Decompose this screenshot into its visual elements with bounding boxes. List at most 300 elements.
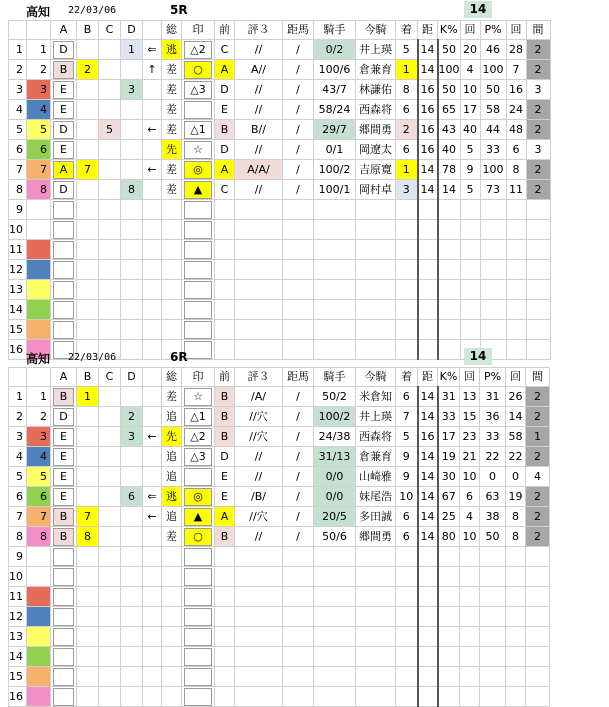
race-header (0, 347, 609, 367)
header-row (9, 368, 550, 387)
grade-c (99, 220, 121, 240)
prediction-mark-box: ☆ (184, 141, 212, 159)
grade-b: 2 (77, 60, 99, 80)
row-number: 11 (9, 587, 27, 607)
grade-d (121, 627, 143, 647)
running-style (162, 260, 182, 280)
k-percent: 65 (438, 100, 461, 120)
move-arrow: ⇐ (143, 487, 162, 507)
column-header (27, 21, 51, 40)
finish (396, 547, 418, 567)
k-percent: 31 (438, 387, 460, 407)
column-header (27, 368, 51, 387)
distance-horse (283, 240, 314, 260)
evaluation: // (235, 40, 283, 60)
grade-b (77, 427, 99, 447)
jockey-name (356, 320, 396, 340)
grade-a (51, 180, 77, 200)
grade-c (99, 467, 121, 487)
evaluation: // (235, 180, 283, 200)
k-percent (438, 647, 460, 667)
p-percent: 58 (480, 100, 506, 120)
p-percent (480, 547, 506, 567)
prediction-mark (182, 320, 215, 340)
move-arrow: ← (143, 507, 162, 527)
grade-b (77, 567, 99, 587)
previous-grade: E (215, 487, 235, 507)
count (460, 240, 480, 260)
post-position: 2 (27, 60, 51, 80)
count: 4 (460, 60, 480, 80)
count-2 (506, 687, 526, 707)
distance: 16 (418, 427, 438, 447)
finish (396, 687, 418, 707)
jockey-rate: 24/38 (314, 427, 356, 447)
column-header: K% (438, 21, 461, 40)
move-arrow (143, 180, 162, 200)
grade-c: 5 (99, 120, 121, 140)
running-style (162, 667, 182, 687)
grade-a (51, 200, 77, 220)
column-header: 距馬 (283, 368, 314, 387)
count-2: 19 (506, 487, 526, 507)
running-style (162, 567, 182, 587)
jockey-rate: 50/2 (314, 387, 356, 407)
grade-d (121, 60, 143, 80)
prediction-mark (182, 607, 215, 627)
prediction-mark-box (184, 201, 212, 219)
prediction-mark (182, 280, 215, 300)
table-row (9, 387, 550, 407)
race-block-6r (0, 347, 609, 703)
prediction-mark-box: △1 (184, 121, 212, 139)
post-position: 2 (27, 407, 51, 427)
grade-a-box: E (53, 81, 74, 99)
grade-c (99, 160, 121, 180)
count: 20 (460, 40, 480, 60)
grade-a-box (53, 548, 74, 566)
running-style (162, 547, 182, 567)
post-position: 1 (27, 40, 51, 60)
count: 13 (460, 387, 480, 407)
distance (418, 200, 438, 220)
distance: 14 (418, 60, 438, 80)
interval (526, 647, 550, 667)
finish (396, 627, 418, 647)
count-2: 11 (506, 180, 526, 200)
jockey-name (356, 567, 396, 587)
distance (418, 607, 438, 627)
count-2 (506, 300, 526, 320)
interval: 4 (526, 467, 550, 487)
p-percent: 44 (480, 120, 506, 140)
count-2 (506, 607, 526, 627)
running-style (162, 280, 182, 300)
column-header: D (121, 21, 143, 40)
count-2 (506, 627, 526, 647)
grade-c (99, 587, 121, 607)
jockey-rate (314, 220, 356, 240)
post-position: 3 (27, 427, 51, 447)
evaluation: // (235, 467, 283, 487)
interval: 3 (526, 80, 550, 100)
column-header: 間 (526, 21, 550, 40)
running-style (162, 607, 182, 627)
jockey-name: 多田誠 (356, 507, 396, 527)
interval (526, 627, 550, 647)
prediction-mark (182, 300, 215, 320)
p-percent: 31 (480, 387, 506, 407)
grade-b (77, 647, 99, 667)
grade-d (121, 507, 143, 527)
p-percent: 36 (480, 407, 506, 427)
post-position (27, 607, 51, 627)
k-percent: 33 (438, 407, 460, 427)
distance-horse (283, 280, 314, 300)
count-2: 8 (506, 160, 526, 180)
column-header: 今騎 (356, 21, 396, 40)
count-2 (506, 647, 526, 667)
running-style: 差 (162, 527, 182, 547)
move-arrow (143, 260, 162, 280)
evaluation (235, 607, 283, 627)
grade-c (99, 40, 121, 60)
finish: 6 (396, 387, 418, 407)
grade-b (77, 487, 99, 507)
table-row (9, 100, 551, 120)
move-arrow (143, 80, 162, 100)
post-position: 7 (27, 507, 51, 527)
post-position: 8 (27, 527, 51, 547)
prediction-mark-box (184, 281, 212, 299)
row-number: 7 (9, 507, 27, 527)
grade-a-box: A (53, 161, 74, 179)
post-position: 4 (27, 100, 51, 120)
prediction-mark (182, 527, 215, 547)
jockey-rate: 100/2 (314, 407, 356, 427)
distance-horse: / (283, 467, 314, 487)
interval (526, 587, 550, 607)
jockey-rate: 58/24 (314, 100, 356, 120)
grade-b (77, 447, 99, 467)
distance: 16 (418, 140, 438, 160)
grade-a (51, 647, 77, 667)
finish: 1 (396, 160, 418, 180)
count: 10 (460, 527, 480, 547)
running-style: 差 (162, 160, 182, 180)
p-percent: 0 (480, 467, 506, 487)
k-percent (438, 607, 460, 627)
column-header: 着 (396, 21, 418, 40)
grade-a (51, 120, 77, 140)
table-row-empty (9, 607, 550, 627)
grade-b: 8 (77, 527, 99, 547)
prediction-mark-box: △1 (184, 408, 212, 426)
column-header (9, 368, 27, 387)
jockey-name: 井上瑛 (356, 40, 396, 60)
column-header: 回 (460, 21, 480, 40)
evaluation: // (235, 100, 283, 120)
distance-horse: / (283, 527, 314, 547)
prediction-mark-box (184, 468, 212, 486)
grade-a-box (53, 321, 74, 339)
grade-a-box (53, 688, 74, 706)
jockey-name (356, 627, 396, 647)
previous-grade (215, 220, 235, 240)
jockey-name (356, 647, 396, 667)
grade-c (99, 687, 121, 707)
running-style: 差 (162, 80, 182, 100)
move-arrow (143, 687, 162, 707)
interval (526, 300, 550, 320)
count-2 (506, 567, 526, 587)
post-position (27, 687, 51, 707)
jockey-name: 林謙佑 (356, 80, 396, 100)
previous-grade: A (215, 160, 235, 180)
column-header: K% (438, 368, 460, 387)
grade-a (51, 407, 77, 427)
grade-c (99, 647, 121, 667)
evaluation: A/A/ (235, 160, 283, 180)
column-header: 距 (418, 368, 438, 387)
previous-grade (215, 587, 235, 607)
distance-horse: / (283, 120, 314, 140)
count-2 (506, 280, 526, 300)
table-row (9, 160, 551, 180)
interval: 2 (526, 180, 550, 200)
grade-a (51, 447, 77, 467)
grade-b: 1 (77, 387, 99, 407)
row-number: 10 (9, 567, 27, 587)
count (460, 547, 480, 567)
running-style: 追 (162, 467, 182, 487)
p-percent (480, 647, 506, 667)
column-header (143, 21, 162, 40)
move-arrow (143, 300, 162, 320)
move-arrow (143, 607, 162, 627)
prediction-mark-box: △3 (184, 448, 212, 466)
jockey-name (356, 300, 396, 320)
grade-a (51, 40, 77, 60)
p-percent: 22 (480, 447, 506, 467)
interval (526, 240, 550, 260)
grade-a-box (53, 568, 74, 586)
prediction-mark (182, 220, 215, 240)
prediction-mark (182, 120, 215, 140)
table-row-empty (9, 260, 551, 280)
grade-d (121, 647, 143, 667)
row-number: 5 (9, 120, 27, 140)
row-number: 7 (9, 160, 27, 180)
distance (418, 567, 438, 587)
distance-horse (283, 667, 314, 687)
table-row (9, 40, 551, 60)
column-header: 総 (162, 368, 182, 387)
finish (396, 260, 418, 280)
move-arrow (143, 280, 162, 300)
row-number: 10 (9, 220, 27, 240)
grade-b (77, 407, 99, 427)
grade-d (121, 320, 143, 340)
jockey-name: 岡村卓 (356, 180, 396, 200)
count-2: 24 (506, 100, 526, 120)
grade-a-box (53, 261, 74, 279)
running-style (162, 300, 182, 320)
count-2: 8 (506, 507, 526, 527)
k-percent: 19 (438, 447, 460, 467)
distance-horse: / (283, 40, 314, 60)
move-arrow (143, 140, 162, 160)
grade-d (121, 687, 143, 707)
grade-a-box: D (53, 41, 74, 59)
grade-a (51, 80, 77, 100)
column-header: 評３ (235, 21, 283, 40)
distance (418, 627, 438, 647)
prediction-mark (182, 387, 215, 407)
k-percent (438, 280, 461, 300)
count: 9 (460, 160, 480, 180)
interval (526, 320, 550, 340)
row-number: 1 (9, 387, 27, 407)
column-header: C (99, 21, 121, 40)
column-header: 騎手 (314, 21, 356, 40)
grade-a-box (53, 668, 74, 686)
column-header: 印 (182, 368, 215, 387)
post-position: 3 (27, 80, 51, 100)
prediction-mark (182, 407, 215, 427)
evaluation (235, 627, 283, 647)
race-date: 22/03/06 (68, 352, 117, 363)
p-percent (480, 240, 506, 260)
distance-horse (283, 260, 314, 280)
row-number: 4 (9, 100, 27, 120)
post-position (27, 200, 51, 220)
table-row-empty (9, 687, 550, 707)
k-percent (438, 667, 460, 687)
running-style: 差 (162, 387, 182, 407)
finish (396, 220, 418, 240)
grade-b (77, 587, 99, 607)
running-style (162, 220, 182, 240)
p-percent: 50 (480, 527, 506, 547)
column-header: B (77, 21, 99, 40)
grade-c (99, 180, 121, 200)
row-number: 1 (9, 40, 27, 60)
jockey-name (356, 200, 396, 220)
post-position (27, 587, 51, 607)
previous-grade: D (215, 447, 235, 467)
p-percent (480, 300, 506, 320)
evaluation: //穴 (235, 507, 283, 527)
jockey-name: 郷間勇 (356, 120, 396, 140)
distance (418, 220, 438, 240)
move-arrow (143, 200, 162, 220)
move-arrow (143, 587, 162, 607)
jockey-rate: 0/1 (314, 140, 356, 160)
grade-a (51, 320, 77, 340)
grade-b (77, 467, 99, 487)
distance-horse (283, 627, 314, 647)
count-2 (506, 200, 526, 220)
jockey-rate (314, 687, 356, 707)
move-arrow (143, 407, 162, 427)
grade-b (77, 100, 99, 120)
grade-b (77, 280, 99, 300)
grade-c (99, 387, 121, 407)
count (460, 587, 480, 607)
distance: 16 (418, 80, 438, 100)
move-arrow (143, 100, 162, 120)
column-header: 距馬 (283, 21, 314, 40)
prediction-mark (182, 627, 215, 647)
distance (418, 547, 438, 567)
post-position (27, 240, 51, 260)
count-2: 28 (506, 40, 526, 60)
k-percent (438, 320, 461, 340)
row-number: 3 (9, 80, 27, 100)
column-header: 回 (506, 368, 526, 387)
grade-a-box (53, 588, 74, 606)
count-2 (506, 320, 526, 340)
evaluation (235, 220, 283, 240)
grade-d: 8 (121, 180, 143, 200)
table-row-empty (9, 320, 551, 340)
distance-horse: / (283, 160, 314, 180)
p-percent (480, 260, 506, 280)
p-percent: 100 (480, 60, 506, 80)
grade-d (121, 220, 143, 240)
grade-c (99, 280, 121, 300)
k-percent (438, 300, 461, 320)
row-number: 14 (9, 647, 27, 667)
grade-a (51, 260, 77, 280)
previous-grade (215, 260, 235, 280)
count (460, 320, 480, 340)
jockey-name: 米倉知 (356, 387, 396, 407)
running-style (162, 647, 182, 667)
evaluation (235, 200, 283, 220)
running-style: 差 (162, 180, 182, 200)
count (460, 607, 480, 627)
p-percent: 38 (480, 507, 506, 527)
prediction-mark-box (184, 221, 212, 239)
k-percent (438, 567, 460, 587)
jockey-name (356, 547, 396, 567)
k-percent (438, 240, 461, 260)
race-distance: 14 (464, 1, 492, 18)
interval: 2 (526, 407, 550, 427)
post-position (27, 320, 51, 340)
table-row-empty (9, 627, 550, 647)
previous-grade: A (215, 60, 235, 80)
grade-a-box: E (53, 468, 74, 486)
finish: 10 (396, 487, 418, 507)
move-arrow: ← (143, 160, 162, 180)
row-number: 12 (9, 260, 27, 280)
count: 40 (460, 120, 480, 140)
interval: 2 (526, 447, 550, 467)
distance-horse (283, 220, 314, 240)
row-number: 6 (9, 487, 27, 507)
count-2 (506, 587, 526, 607)
table-row (9, 447, 550, 467)
finish: 6 (396, 527, 418, 547)
running-style: 差 (162, 100, 182, 120)
jockey-name: 西森将 (356, 427, 396, 447)
prediction-mark-box (184, 648, 212, 666)
column-header: 評３ (235, 368, 283, 387)
grade-a (51, 607, 77, 627)
